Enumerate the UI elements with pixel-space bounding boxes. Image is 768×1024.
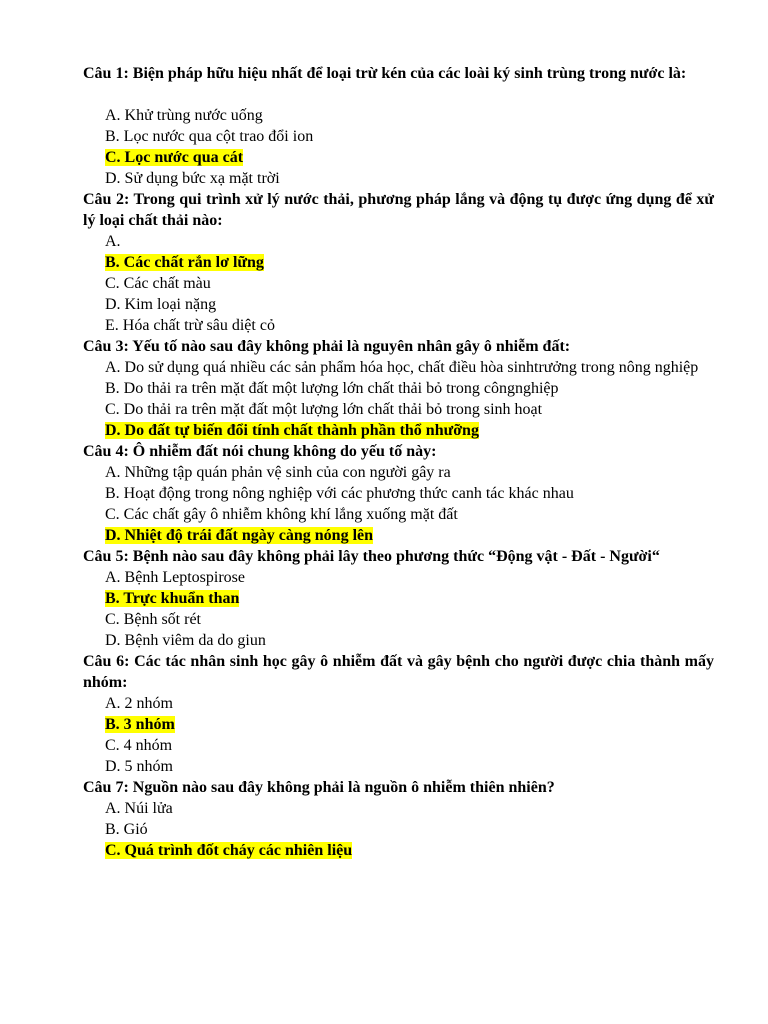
question-1-text: Câu 1: Biện pháp hữu hiệu nhất để loại trừ kén của các loài ký sinh trùng trong nước là:: [83, 65, 687, 82]
question-6-option-c: C. 4 nhóm: [105, 737, 173, 754]
highlighted-answer: B. Các chất rắn lơ lững: [105, 254, 264, 271]
question-6-option-b-answer: [83, 714, 714, 735]
highlighted-answer: D. Do đất tự biến đổi tính chất thành phần thổ nhưỡng: [105, 422, 479, 439]
question-2-text: Câu 2: Trong qui trình xử lý nước thải, phương pháp lắng và động tụ được ứng dụng để xử lý loại chất thải nào:: [83, 191, 714, 229]
question-1-option-b: B. Lọc nước qua cột trao đổi ion: [105, 128, 314, 145]
question-2-option-e: E. Hóa chất trừ sâu diệt cỏ: [105, 317, 275, 334]
question-7-option-c-answer: [83, 840, 714, 861]
question-7-option-b: B. Gió: [105, 821, 148, 838]
question-5-option-d: D. Bệnh viêm da do giun: [105, 632, 266, 649]
question-3-text: Câu 3: Yếu tố nào sau đây không phải là nguyên nhân gây ô nhiễm đất:: [83, 338, 571, 355]
question-1-option-c-answer: [83, 147, 714, 168]
question-6-option-d: D. 5 nhóm: [105, 758, 173, 775]
question-7-option-a: A. Núi lửa: [105, 800, 173, 817]
question-2-option-d: D. Kim loại nặng: [105, 296, 217, 313]
highlighted-answer: D. Nhiệt độ trái đất ngày càng nóng lên: [105, 527, 374, 544]
question-5-option-b-answer: [83, 588, 714, 609]
question-4-option-d-answer: [83, 525, 714, 546]
highlighted-answer: C. Quá trình đốt cháy các nhiên liệu: [105, 842, 353, 859]
question-2-option-c: C. Các chất màu: [105, 275, 211, 292]
question-6-option-a: A. 2 nhóm: [105, 695, 173, 712]
question-4-option-b: B. Hoạt động trong nông nghiệp với các phương thức canh tác khác nhau: [105, 485, 574, 502]
question-3-option-b: B. Do thải ra trên mặt đất một lượng lớn chất thải bỏ trong côngnghiệp: [105, 380, 559, 397]
question-4-option-c: C. Các chất gây ô nhiễm không khí lắng xuống mặt đất: [105, 506, 458, 523]
question-6-text: Câu 6: Các tác nhân sinh học gây ô nhiễm đất và gây bệnh cho người được chia thành mấy nhóm:: [83, 653, 714, 691]
question-5-option-a: A. Bệnh Leptospirose: [105, 569, 245, 586]
question-2-option-b-answer: [83, 252, 714, 273]
highlighted-answer: C. Lọc nước qua cát: [105, 149, 244, 166]
highlighted-answer: B. 3 nhóm: [105, 716, 175, 733]
question-3-option-d-answer: [83, 420, 714, 441]
question-5-text: Câu 5: Bệnh nào sau đây không phải lây theo phương thức “Động vật - Đất - Người“: [83, 548, 660, 565]
question-1-option-d: D. Sử dụng bức xạ mặt trời: [105, 170, 280, 187]
question-4-text: Câu 4: Ô nhiễm đất nói chung không do yếu tố này:: [83, 443, 437, 460]
question-3-option-a: A. Do sử dụng quá nhiều các sản phẩm hóa học, chất điều hòa sinhtrưởng trong nông nghiệp: [105, 359, 699, 376]
question-3-option-c: C. Do thải ra trên mặt đất một lượng lớn chất thải bỏ trong sinh hoạt: [105, 401, 543, 418]
question-7-text: Câu 7: Nguồn nào sau đây không phải là nguồn ô nhiễm thiên nhiên?: [83, 779, 555, 796]
question-4-option-a: A. Những tập quán phản vệ sinh của con người gây ra: [105, 464, 451, 481]
question-5-option-c: C. Bệnh sốt rét: [105, 611, 201, 628]
question-2-option-a: A.: [105, 233, 121, 250]
question-1-option-a: A. Khử trùng nước uống: [105, 107, 263, 124]
question-list: [83, 63, 714, 861]
highlighted-answer: B. Trực khuẩn than: [105, 590, 240, 607]
